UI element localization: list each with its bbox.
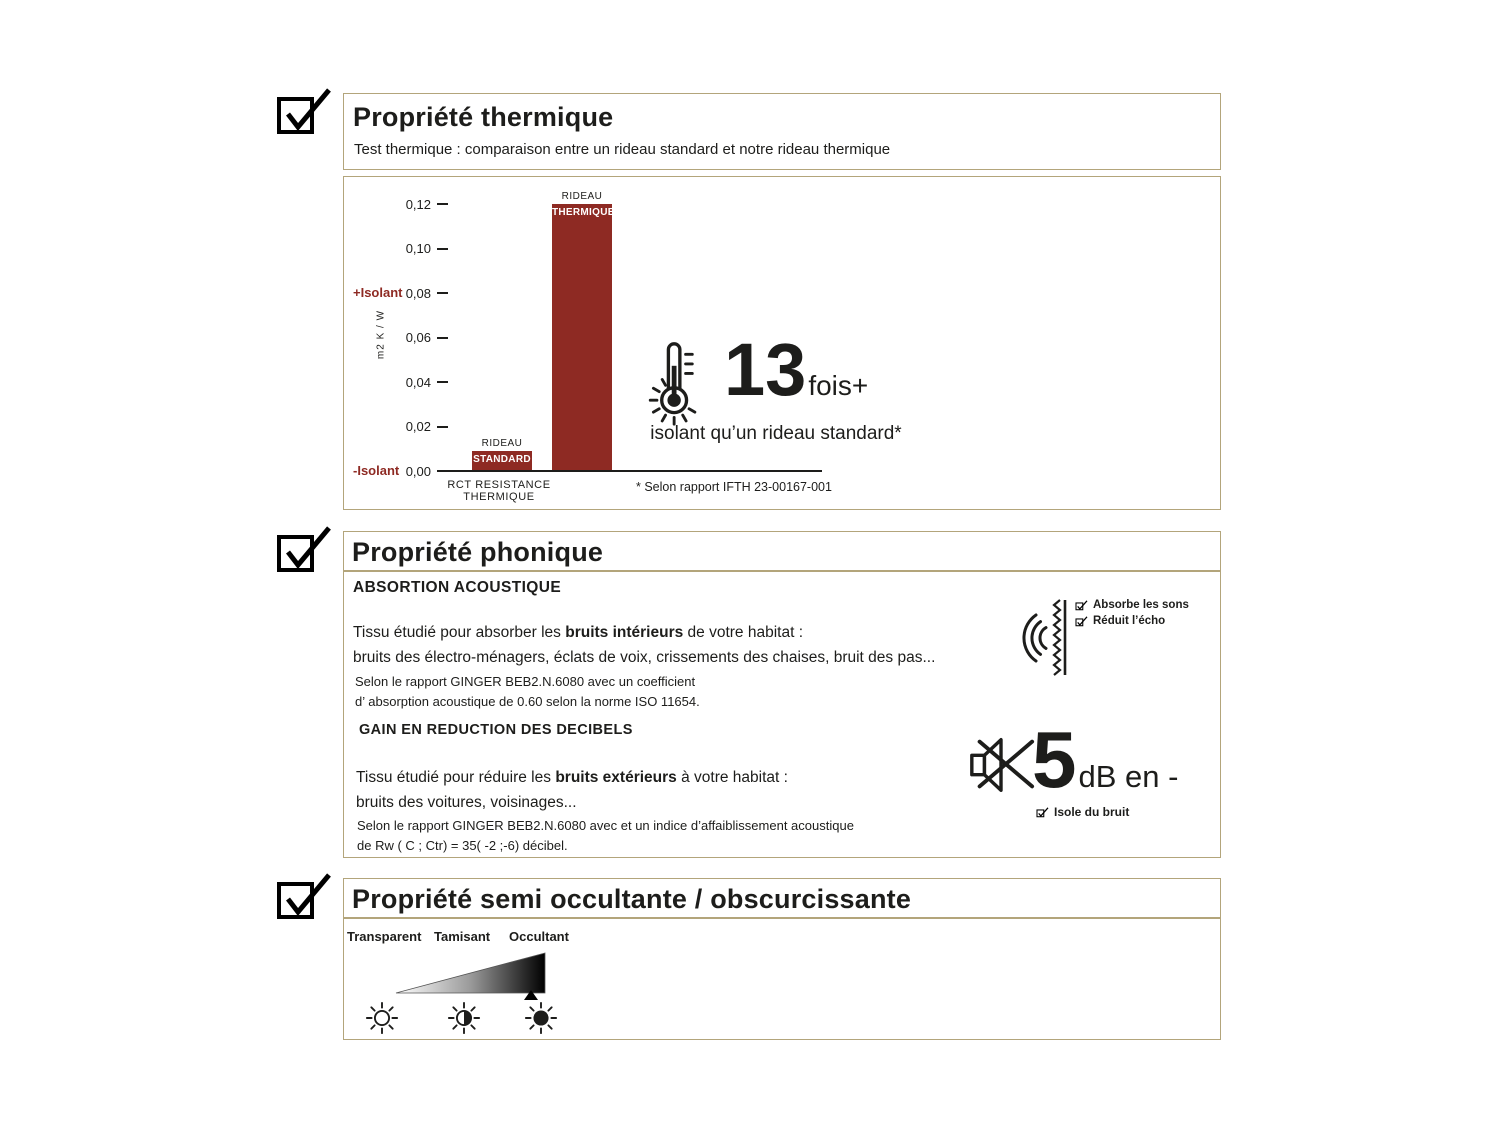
y-tick <box>406 330 448 346</box>
reduction-note-line1: Selon le rapport GINGER BEB2.N.6080 avec et un indice d’affaiblissement acoustique <box>357 818 854 833</box>
y-tick <box>406 241 448 257</box>
reduction-intro-line2: bruits des voitures, voisinages... <box>356 794 577 811</box>
tick-mark <box>437 337 448 339</box>
bar-inner-label: THERMIQUE <box>552 207 615 218</box>
y-tick-label: 0,00 <box>405 463 431 479</box>
scale-label-tamisant: Tamisant <box>434 929 491 944</box>
axis-annotation-plus-isolant: +Isolant <box>353 285 403 300</box>
absorption-note-line1: Selon le rapport GINGER BEB2.N.6080 avec un coefficient <box>355 674 696 689</box>
thermal-highlight <box>724 328 869 411</box>
chart-footnote: * Selon rapport IFTH 23-00167-001 <box>636 480 832 494</box>
checkbox-checked-icon <box>276 871 332 921</box>
scale-label-transparent: Transparent <box>347 929 422 944</box>
decibel-highlight <box>1032 715 1179 804</box>
bar-label: RIDEAU <box>561 191 603 202</box>
thermal-title: Propriété thermique <box>353 102 614 132</box>
opacity-gradient-ramp <box>395 950 547 994</box>
y-tick <box>406 196 448 212</box>
y-tick-label: 0,02 <box>405 419 431 434</box>
highlight-suffix: fois+ <box>808 370 869 401</box>
absorption-note-line2: d’ absorption acoustique de 0.60 selon la norme ISO 11654. <box>355 694 700 709</box>
sound-absorption-icon <box>1002 596 1074 682</box>
badge-absorbe-les-sons <box>1075 599 1189 611</box>
tick-mark <box>437 248 448 250</box>
badge-label: Réduit l’écho <box>1093 615 1166 627</box>
phonic-panel <box>343 531 1221 858</box>
highlight-caption: isolant qu’un rideau standard* <box>650 423 902 444</box>
selected-marker-icon <box>524 990 538 1000</box>
bar-label: RIDEAU <box>481 438 523 449</box>
absorption-badges <box>1075 599 1189 631</box>
reduction-intro-prefix: Tissu étudié pour réduire les <box>356 769 556 786</box>
chart-x-axis-line <box>448 470 822 472</box>
y-tick-label: 0,10 <box>405 241 431 256</box>
absorption-intro-prefix: Tissu étudié pour absorber les <box>353 624 566 641</box>
checkbox-checked-icon <box>276 86 332 136</box>
check-small-icon <box>1036 807 1049 818</box>
thermal-chart-panel <box>343 176 1221 510</box>
badge-label: Isole du bruit <box>1054 805 1130 819</box>
thermal-subtitle: Test thermique : comparaison entre un rideau standard et notre rideau thermique <box>354 141 891 158</box>
tick-mark <box>437 426 448 428</box>
tick-mark <box>437 203 448 205</box>
reduction-paragraph <box>356 765 996 815</box>
badge-reduit-echo <box>1075 615 1189 627</box>
y-tick <box>406 374 448 390</box>
reduction-intro-suffix: à votre habitat : <box>676 769 788 786</box>
bar-rect-standard <box>472 451 532 471</box>
decibel-unit: dB en - <box>1078 759 1179 794</box>
absorption-intro-suffix: de votre habitat : <box>683 624 804 641</box>
y-tick-label: 0,08 <box>405 285 431 301</box>
chart-x-axis-label: RCT RESISTANCE THERMIQUE <box>447 479 551 503</box>
y-tick-label: 0,04 <box>405 374 431 390</box>
highlight-number: 13 <box>724 328 807 411</box>
acoustic-foam-zigzag <box>1054 600 1060 675</box>
absorption-paragraph <box>353 620 993 670</box>
chart-y-axis-label: m2 K / W <box>375 309 387 360</box>
absorption-note <box>355 672 700 712</box>
tick-mark <box>437 470 448 472</box>
y-tick-label: 0,12 <box>405 196 431 212</box>
tick-mark <box>437 292 448 294</box>
thermometer-icon <box>634 339 720 427</box>
phonic-title: Propriété phonique <box>352 537 604 567</box>
bar-rideau-thermique <box>552 191 615 471</box>
sun-outline-icon <box>365 1001 399 1035</box>
absorption-heading: ABSORTION ACOUSTIQUE <box>353 579 562 596</box>
bar-inner-label: STANDARD <box>473 454 531 465</box>
muted-speaker-icon <box>966 730 1036 800</box>
divider <box>344 917 1220 919</box>
axis-annotation-minus-isolant: -Isolant <box>353 463 400 478</box>
y-tick <box>406 419 448 435</box>
thermal-header-panel <box>343 93 1221 170</box>
sun-half-icon <box>447 1001 481 1035</box>
badge-label: Absorbe les sons <box>1093 599 1189 611</box>
reduction-note <box>357 816 854 856</box>
decibel-number: 5 <box>1032 715 1077 804</box>
tick-mark <box>437 381 448 383</box>
y-tick <box>406 285 448 301</box>
occultation-panel <box>343 878 1221 1040</box>
bar-rect-thermique <box>552 204 615 471</box>
y-tick-label: 0,06 <box>405 330 431 345</box>
divider <box>344 570 1220 572</box>
reduction-note-line2: de Rw ( C ; Ctr) = 35( -2 ;-6) décibel. <box>357 838 568 853</box>
y-tick <box>406 463 448 479</box>
check-small-icon <box>1075 600 1088 611</box>
absorption-intro-line2: bruits des électro-ménagers, éclats de voix, crissements des chaises, bruit des pas... <box>353 649 936 666</box>
reduction-heading: GAIN EN REDUCTION DES DECIBELS <box>359 722 633 738</box>
sun-filled-icon <box>524 1001 558 1035</box>
absorption-intro-bold: bruits intérieurs <box>565 624 684 641</box>
check-small-icon <box>1075 616 1088 627</box>
occultation-title: Propriété semi occultante / obscurcissante <box>352 884 912 914</box>
checkbox-checked-icon <box>276 524 332 574</box>
bar-rideau-standard <box>472 438 532 471</box>
reduction-intro-bold: bruits extérieurs <box>555 769 677 786</box>
badge-isole-du-bruit <box>1036 805 1129 819</box>
scale-label-occultant: Occultant <box>509 929 569 944</box>
